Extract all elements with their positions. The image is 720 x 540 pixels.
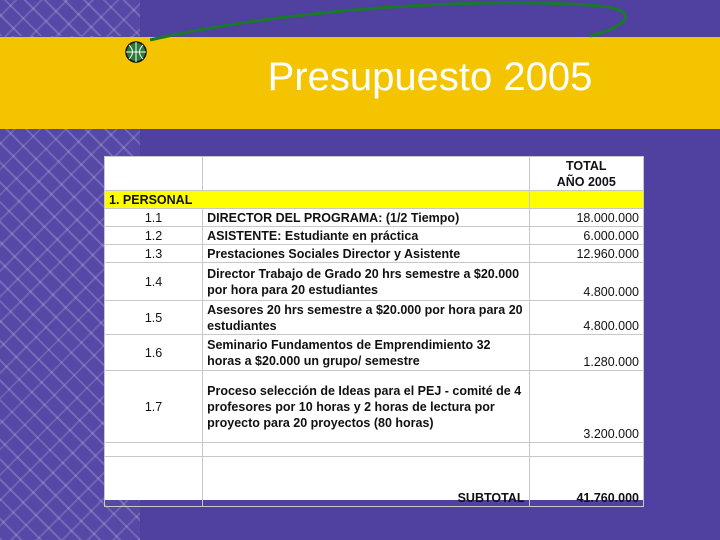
row-total: 1.280.000 (529, 335, 644, 371)
table-header-row (105, 157, 644, 191)
row-number: 1.1 (105, 209, 203, 227)
row-total: 4.800.000 (529, 263, 644, 301)
page-title: Presupuesto 2005 (267, 55, 593, 99)
row-total: 3.200.000 (529, 371, 644, 443)
row-total: 18.000.000 (529, 209, 644, 227)
header-total-year (529, 157, 644, 191)
row-number: 1.2 (105, 227, 203, 245)
row-description: ASISTENTE: Estudiante en práctica (203, 227, 529, 245)
table-row (105, 335, 644, 371)
row-description: DIRECTOR DEL PROGRAMA: (1/2 Tiempo) (203, 209, 529, 227)
section-row (105, 191, 644, 209)
header-total: TOTAL (565, 158, 607, 173)
row-description: Director Trabajo de Grado 20 hrs semestre a $20.000 por hora para 20 estudiantes (203, 263, 529, 301)
row-total: 6.000.000 (529, 227, 644, 245)
row-description: Seminario Fundamentos de Emprendimiento 32 horas a $20.000 un grupo/ semestre (203, 335, 529, 371)
row-total: 12.960.000 (529, 245, 644, 263)
row-description: Proceso selección de Ideas para el PEJ - comité de 4 profesores por 10 horas y 2 horas de lectura por proyecto para 20 proyectos (80 horas) (203, 371, 529, 443)
header-year: AÑO 2005 (556, 174, 616, 189)
row-number: 1.4 (105, 263, 203, 301)
table-row (105, 227, 644, 245)
table-row (105, 209, 644, 227)
subtotal-value: 41.760.000 (529, 457, 644, 507)
row-number: 1.7 (105, 371, 203, 443)
table-row-empty (105, 443, 644, 457)
table-row (105, 245, 644, 263)
row-total: 4.800.000 (529, 301, 644, 335)
row-description: Prestaciones Sociales Director y Asistente (203, 245, 529, 263)
subtotal-label: SUBTOTAL (457, 491, 525, 505)
row-description: Asesores 20 hrs semestre a $20.000 por hora para 20 estudiantes (203, 301, 529, 335)
row-number: 1.6 (105, 335, 203, 371)
table-row (105, 371, 644, 443)
row-number: 1.3 (105, 245, 203, 263)
table-row (105, 263, 644, 301)
subtotal-row (105, 457, 644, 507)
row-number: 1.5 (105, 301, 203, 335)
budget-table (104, 156, 644, 505)
table-row (105, 301, 644, 335)
section-label: 1. PERSONAL (105, 191, 530, 209)
